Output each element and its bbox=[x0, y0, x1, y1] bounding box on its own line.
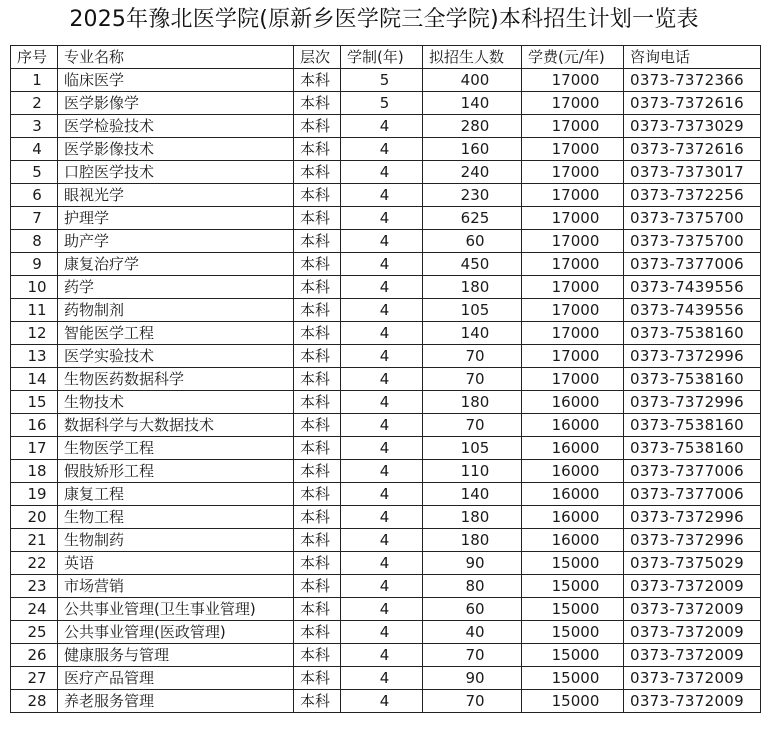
cell-duration: 5 bbox=[341, 69, 423, 92]
cell-major: 医疗产品管理 bbox=[58, 667, 294, 690]
cell-tuition: 15000 bbox=[522, 598, 624, 621]
document-title: 2025年豫北医学院(原新乡医学院三全学院)本科招生计划一览表 bbox=[69, 7, 699, 32]
cell-tuition: 17000 bbox=[522, 161, 624, 184]
cell-quota: 40 bbox=[423, 621, 522, 644]
cell-major: 护理学 bbox=[58, 207, 294, 230]
cell-level: 本科 bbox=[294, 667, 341, 690]
cell-serial: 18 bbox=[11, 460, 58, 483]
cell-serial: 19 bbox=[11, 483, 58, 506]
cell-serial: 24 bbox=[11, 598, 58, 621]
cell-tuition: 17000 bbox=[522, 322, 624, 345]
cell-tuition: 15000 bbox=[522, 552, 624, 575]
cell-duration: 4 bbox=[341, 391, 423, 414]
cell-major: 生物医药数据科学 bbox=[58, 368, 294, 391]
cell-level: 本科 bbox=[294, 115, 341, 138]
cell-duration: 4 bbox=[341, 368, 423, 391]
table-row bbox=[11, 690, 761, 713]
table-row bbox=[11, 253, 761, 276]
cell-major: 数据科学与大数据技术 bbox=[58, 414, 294, 437]
cell-level: 本科 bbox=[294, 69, 341, 92]
cell-major: 医学检验技术 bbox=[58, 115, 294, 138]
table-row bbox=[11, 644, 761, 667]
cell-phone: 0373-7372009 bbox=[624, 690, 761, 713]
cell-phone: 0373-7372366 bbox=[624, 69, 761, 92]
cell-tuition: 15000 bbox=[522, 690, 624, 713]
table-row bbox=[11, 368, 761, 391]
cell-serial: 20 bbox=[11, 506, 58, 529]
cell-level: 本科 bbox=[294, 322, 341, 345]
table-row bbox=[11, 667, 761, 690]
table-row bbox=[11, 552, 761, 575]
cell-serial: 3 bbox=[11, 115, 58, 138]
cell-level: 本科 bbox=[294, 483, 341, 506]
cell-quota: 70 bbox=[423, 690, 522, 713]
cell-phone: 0373-7439556 bbox=[624, 276, 761, 299]
cell-level: 本科 bbox=[294, 575, 341, 598]
table-row bbox=[11, 276, 761, 299]
cell-quota: 230 bbox=[423, 184, 522, 207]
cell-tuition: 17000 bbox=[522, 138, 624, 161]
cell-phone: 0373-7538160 bbox=[624, 414, 761, 437]
cell-serial: 12 bbox=[11, 322, 58, 345]
table-row bbox=[11, 69, 761, 92]
cell-serial: 26 bbox=[11, 644, 58, 667]
cell-tuition: 15000 bbox=[522, 575, 624, 598]
cell-major: 康复治疗学 bbox=[58, 253, 294, 276]
cell-level: 本科 bbox=[294, 276, 341, 299]
cell-major: 公共事业管理(医政管理) bbox=[58, 621, 294, 644]
cell-quota: 70 bbox=[423, 414, 522, 437]
table-row bbox=[11, 598, 761, 621]
table-row bbox=[11, 437, 761, 460]
cell-serial: 17 bbox=[11, 437, 58, 460]
enrollment-plan-table bbox=[10, 45, 761, 713]
cell-duration: 4 bbox=[341, 230, 423, 253]
cell-quota: 625 bbox=[423, 207, 522, 230]
cell-phone: 0373-7377006 bbox=[624, 253, 761, 276]
cell-quota: 70 bbox=[423, 644, 522, 667]
cell-major: 英语 bbox=[58, 552, 294, 575]
table-row bbox=[11, 345, 761, 368]
cell-serial: 22 bbox=[11, 552, 58, 575]
cell-major: 口腔医学技术 bbox=[58, 161, 294, 184]
cell-phone: 0373-7538160 bbox=[624, 437, 761, 460]
cell-serial: 13 bbox=[11, 345, 58, 368]
table-row bbox=[11, 322, 761, 345]
cell-serial: 25 bbox=[11, 621, 58, 644]
table-row bbox=[11, 207, 761, 230]
cell-tuition: 16000 bbox=[522, 483, 624, 506]
cell-serial: 1 bbox=[11, 69, 58, 92]
cell-duration: 4 bbox=[341, 667, 423, 690]
cell-level: 本科 bbox=[294, 506, 341, 529]
table-row bbox=[11, 230, 761, 253]
cell-quota: 105 bbox=[423, 299, 522, 322]
cell-quota: 60 bbox=[423, 598, 522, 621]
cell-level: 本科 bbox=[294, 529, 341, 552]
cell-tuition: 17000 bbox=[522, 345, 624, 368]
table-row bbox=[11, 299, 761, 322]
cell-phone: 0373-7372996 bbox=[624, 506, 761, 529]
cell-tuition: 16000 bbox=[522, 391, 624, 414]
cell-serial: 14 bbox=[11, 368, 58, 391]
cell-duration: 4 bbox=[341, 460, 423, 483]
cell-serial: 2 bbox=[11, 92, 58, 115]
cell-major: 生物工程 bbox=[58, 506, 294, 529]
header-level: 层次 bbox=[294, 46, 341, 69]
table-row bbox=[11, 414, 761, 437]
table-row bbox=[11, 529, 761, 552]
cell-phone: 0373-7439556 bbox=[624, 299, 761, 322]
header-quota: 拟招生人数 bbox=[423, 46, 522, 69]
cell-duration: 4 bbox=[341, 552, 423, 575]
cell-phone: 0373-7372009 bbox=[624, 598, 761, 621]
cell-duration: 4 bbox=[341, 437, 423, 460]
cell-tuition: 17000 bbox=[522, 69, 624, 92]
cell-quota: 180 bbox=[423, 506, 522, 529]
cell-duration: 4 bbox=[341, 322, 423, 345]
table-row bbox=[11, 391, 761, 414]
cell-duration: 4 bbox=[341, 276, 423, 299]
cell-serial: 10 bbox=[11, 276, 58, 299]
cell-phone: 0373-7372616 bbox=[624, 138, 761, 161]
cell-tuition: 15000 bbox=[522, 621, 624, 644]
table-row bbox=[11, 506, 761, 529]
cell-serial: 28 bbox=[11, 690, 58, 713]
cell-serial: 7 bbox=[11, 207, 58, 230]
cell-duration: 4 bbox=[341, 598, 423, 621]
cell-quota: 400 bbox=[423, 69, 522, 92]
cell-phone: 0373-7372009 bbox=[624, 667, 761, 690]
cell-level: 本科 bbox=[294, 437, 341, 460]
cell-major: 医学实验技术 bbox=[58, 345, 294, 368]
cell-quota: 180 bbox=[423, 529, 522, 552]
table-header-row bbox=[11, 46, 761, 69]
table-row bbox=[11, 138, 761, 161]
cell-major: 药学 bbox=[58, 276, 294, 299]
cell-tuition: 15000 bbox=[522, 667, 624, 690]
cell-quota: 70 bbox=[423, 345, 522, 368]
cell-tuition: 16000 bbox=[522, 506, 624, 529]
cell-phone: 0373-7372009 bbox=[624, 575, 761, 598]
cell-phone: 0373-7372996 bbox=[624, 391, 761, 414]
cell-major: 养老服务管理 bbox=[58, 690, 294, 713]
cell-duration: 4 bbox=[341, 690, 423, 713]
table-body bbox=[11, 69, 761, 713]
cell-duration: 4 bbox=[341, 184, 423, 207]
cell-phone: 0373-7372009 bbox=[624, 621, 761, 644]
cell-level: 本科 bbox=[294, 391, 341, 414]
cell-major: 临床医学 bbox=[58, 69, 294, 92]
cell-major: 医学影像技术 bbox=[58, 138, 294, 161]
cell-serial: 23 bbox=[11, 575, 58, 598]
cell-level: 本科 bbox=[294, 621, 341, 644]
cell-serial: 27 bbox=[11, 667, 58, 690]
cell-serial: 21 bbox=[11, 529, 58, 552]
cell-quota: 140 bbox=[423, 322, 522, 345]
cell-duration: 4 bbox=[341, 138, 423, 161]
header-serial: 序号 bbox=[11, 46, 58, 69]
cell-duration: 4 bbox=[341, 644, 423, 667]
cell-phone: 0373-7372996 bbox=[624, 529, 761, 552]
cell-major: 生物制药 bbox=[58, 529, 294, 552]
cell-phone: 0373-7372616 bbox=[624, 92, 761, 115]
cell-duration: 4 bbox=[341, 299, 423, 322]
cell-level: 本科 bbox=[294, 138, 341, 161]
cell-tuition: 16000 bbox=[522, 460, 624, 483]
cell-phone: 0373-7538160 bbox=[624, 322, 761, 345]
cell-phone: 0373-7377006 bbox=[624, 460, 761, 483]
cell-major: 智能医学工程 bbox=[58, 322, 294, 345]
cell-quota: 280 bbox=[423, 115, 522, 138]
cell-tuition: 17000 bbox=[522, 276, 624, 299]
cell-duration: 4 bbox=[341, 506, 423, 529]
cell-quota: 60 bbox=[423, 230, 522, 253]
table-row bbox=[11, 184, 761, 207]
cell-tuition: 17000 bbox=[522, 253, 624, 276]
cell-tuition: 16000 bbox=[522, 437, 624, 460]
cell-serial: 16 bbox=[11, 414, 58, 437]
cell-phone: 0373-7538160 bbox=[624, 368, 761, 391]
cell-quota: 180 bbox=[423, 391, 522, 414]
cell-tuition: 17000 bbox=[522, 115, 624, 138]
cell-level: 本科 bbox=[294, 368, 341, 391]
cell-phone: 0373-7372996 bbox=[624, 345, 761, 368]
cell-level: 本科 bbox=[294, 92, 341, 115]
cell-tuition: 17000 bbox=[522, 184, 624, 207]
header-tuition: 学费(元/年) bbox=[522, 46, 624, 69]
cell-duration: 4 bbox=[341, 207, 423, 230]
cell-quota: 105 bbox=[423, 437, 522, 460]
cell-duration: 5 bbox=[341, 92, 423, 115]
cell-tuition: 17000 bbox=[522, 207, 624, 230]
cell-duration: 4 bbox=[341, 414, 423, 437]
cell-serial: 6 bbox=[11, 184, 58, 207]
cell-quota: 180 bbox=[423, 276, 522, 299]
table-row bbox=[11, 161, 761, 184]
cell-serial: 9 bbox=[11, 253, 58, 276]
table-row bbox=[11, 575, 761, 598]
cell-quota: 70 bbox=[423, 368, 522, 391]
cell-duration: 4 bbox=[341, 575, 423, 598]
cell-phone: 0373-7375700 bbox=[624, 230, 761, 253]
cell-tuition: 16000 bbox=[522, 414, 624, 437]
cell-level: 本科 bbox=[294, 299, 341, 322]
cell-major: 公共事业管理(卫生事业管理) bbox=[58, 598, 294, 621]
table-row bbox=[11, 460, 761, 483]
cell-phone: 0373-7373017 bbox=[624, 161, 761, 184]
cell-quota: 450 bbox=[423, 253, 522, 276]
cell-level: 本科 bbox=[294, 207, 341, 230]
cell-duration: 4 bbox=[341, 115, 423, 138]
cell-major: 假肢矫形工程 bbox=[58, 460, 294, 483]
cell-quota: 80 bbox=[423, 575, 522, 598]
cell-serial: 11 bbox=[11, 299, 58, 322]
cell-phone: 0373-7377006 bbox=[624, 483, 761, 506]
cell-phone: 0373-7372009 bbox=[624, 644, 761, 667]
cell-quota: 140 bbox=[423, 483, 522, 506]
cell-duration: 4 bbox=[341, 529, 423, 552]
cell-duration: 4 bbox=[341, 161, 423, 184]
cell-phone: 0373-7375700 bbox=[624, 207, 761, 230]
table-row bbox=[11, 621, 761, 644]
cell-duration: 4 bbox=[341, 621, 423, 644]
cell-quota: 90 bbox=[423, 552, 522, 575]
cell-tuition: 16000 bbox=[522, 529, 624, 552]
cell-major: 康复工程 bbox=[58, 483, 294, 506]
cell-level: 本科 bbox=[294, 184, 341, 207]
cell-level: 本科 bbox=[294, 253, 341, 276]
cell-tuition: 17000 bbox=[522, 299, 624, 322]
cell-major: 生物技术 bbox=[58, 391, 294, 414]
table-row bbox=[11, 483, 761, 506]
cell-level: 本科 bbox=[294, 414, 341, 437]
cell-quota: 240 bbox=[423, 161, 522, 184]
cell-quota: 140 bbox=[423, 92, 522, 115]
cell-level: 本科 bbox=[294, 460, 341, 483]
cell-phone: 0373-7373029 bbox=[624, 115, 761, 138]
cell-serial: 5 bbox=[11, 161, 58, 184]
cell-level: 本科 bbox=[294, 161, 341, 184]
cell-quota: 160 bbox=[423, 138, 522, 161]
cell-serial: 4 bbox=[11, 138, 58, 161]
header-duration: 学制(年) bbox=[341, 46, 423, 69]
table-row bbox=[11, 92, 761, 115]
cell-level: 本科 bbox=[294, 644, 341, 667]
cell-major: 眼视光学 bbox=[58, 184, 294, 207]
cell-level: 本科 bbox=[294, 230, 341, 253]
cell-tuition: 17000 bbox=[522, 368, 624, 391]
header-phone: 咨询电话 bbox=[624, 46, 761, 69]
table-row bbox=[11, 115, 761, 138]
cell-tuition: 15000 bbox=[522, 644, 624, 667]
cell-level: 本科 bbox=[294, 552, 341, 575]
cell-phone: 0373-7372256 bbox=[624, 184, 761, 207]
cell-duration: 4 bbox=[341, 345, 423, 368]
cell-serial: 15 bbox=[11, 391, 58, 414]
cell-duration: 4 bbox=[341, 483, 423, 506]
cell-tuition: 17000 bbox=[522, 230, 624, 253]
cell-duration: 4 bbox=[341, 253, 423, 276]
cell-quota: 90 bbox=[423, 667, 522, 690]
cell-major: 医学影像学 bbox=[58, 92, 294, 115]
cell-major: 市场营销 bbox=[58, 575, 294, 598]
cell-phone: 0373-7375029 bbox=[624, 552, 761, 575]
cell-level: 本科 bbox=[294, 690, 341, 713]
cell-quota: 110 bbox=[423, 460, 522, 483]
cell-major: 健康服务与管理 bbox=[58, 644, 294, 667]
cell-major: 助产学 bbox=[58, 230, 294, 253]
cell-level: 本科 bbox=[294, 598, 341, 621]
cell-tuition: 17000 bbox=[522, 92, 624, 115]
cell-serial: 8 bbox=[11, 230, 58, 253]
cell-level: 本科 bbox=[294, 345, 341, 368]
cell-major: 生物医学工程 bbox=[58, 437, 294, 460]
header-major: 专业名称 bbox=[58, 46, 294, 69]
cell-major: 药物制剂 bbox=[58, 299, 294, 322]
